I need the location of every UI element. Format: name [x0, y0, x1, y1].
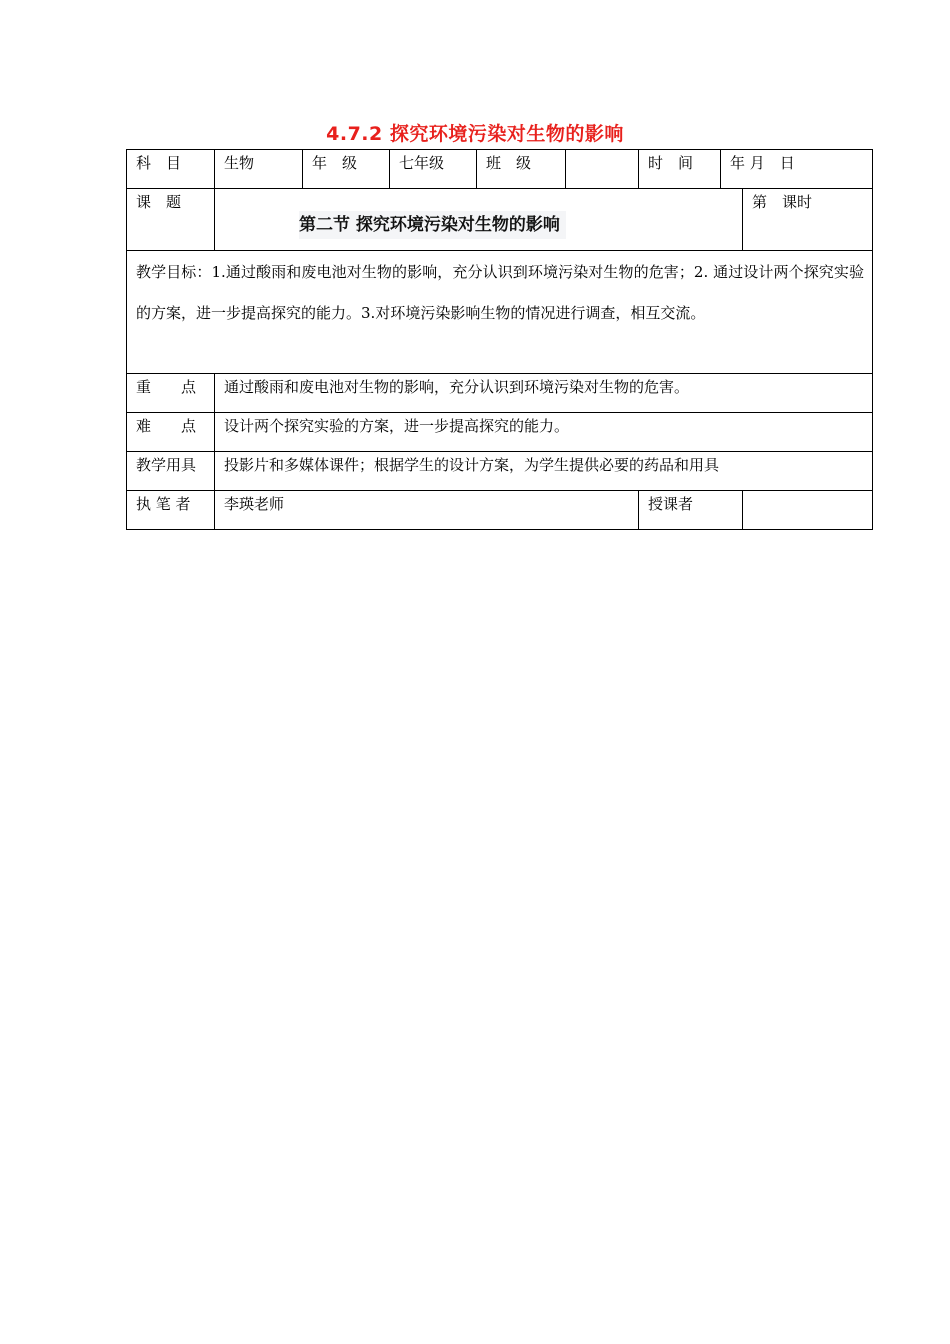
table-row-objectives — [127, 251, 873, 374]
topic-cell — [215, 189, 743, 251]
table-row-topic — [127, 189, 873, 251]
teacher-value — [743, 491, 873, 530]
difficulty-value: 设计两个探究实验的方案，进一步提高探究的能力。 — [215, 413, 873, 452]
teacher-label: 授课者 — [639, 491, 743, 530]
teaching-tools-label: 教学用具 — [127, 452, 215, 491]
table-row-teaching-tools — [127, 452, 873, 491]
time-label: 时 间 — [639, 150, 721, 189]
topic-value: 第二节 探究环境污染对生物的影响 — [299, 211, 566, 239]
lesson-plan-table — [126, 149, 873, 530]
objectives-text: 教学目标：1.通过酸雨和废电池对生物的影响，充分认识到环境污染对生物的危害；2. 通过设计两个探究实验的方案，进一步提高探究的能力。3.对环境污染影响生物的情况进行调查，相互交流。 — [127, 251, 873, 374]
difficulty-label: 难 点 — [127, 413, 215, 452]
time-value: 年 月 日 — [721, 150, 873, 189]
grade-value: 七年级 — [390, 150, 477, 189]
author-label: 执 笔 者 — [127, 491, 215, 530]
table-row-subject — [127, 150, 873, 189]
document-title: 4.7.2 探究环境污染对生物的影响 — [326, 123, 624, 145]
subject-label: 科 目 — [127, 150, 215, 189]
subject-value: 生物 — [215, 150, 303, 189]
author-value: 李瑛老师 — [215, 491, 639, 530]
table-row-key-points — [127, 374, 873, 413]
table-row-author — [127, 491, 873, 530]
key-points-label: 重 点 — [127, 374, 215, 413]
grade-label: 年 级 — [303, 150, 390, 189]
table-row-difficulty — [127, 413, 873, 452]
key-points-value: 通过酸雨和废电池对生物的影响，充分认识到环境污染对生物的危害。 — [215, 374, 873, 413]
class-value — [566, 150, 639, 189]
topic-label: 课 题 — [127, 189, 215, 251]
class-label: 班 级 — [477, 150, 566, 189]
teaching-tools-value: 投影片和多媒体课件；根据学生的设计方案，为学生提供必要的药品和用具 — [215, 452, 873, 491]
period-label: 第 课时 — [743, 189, 873, 251]
